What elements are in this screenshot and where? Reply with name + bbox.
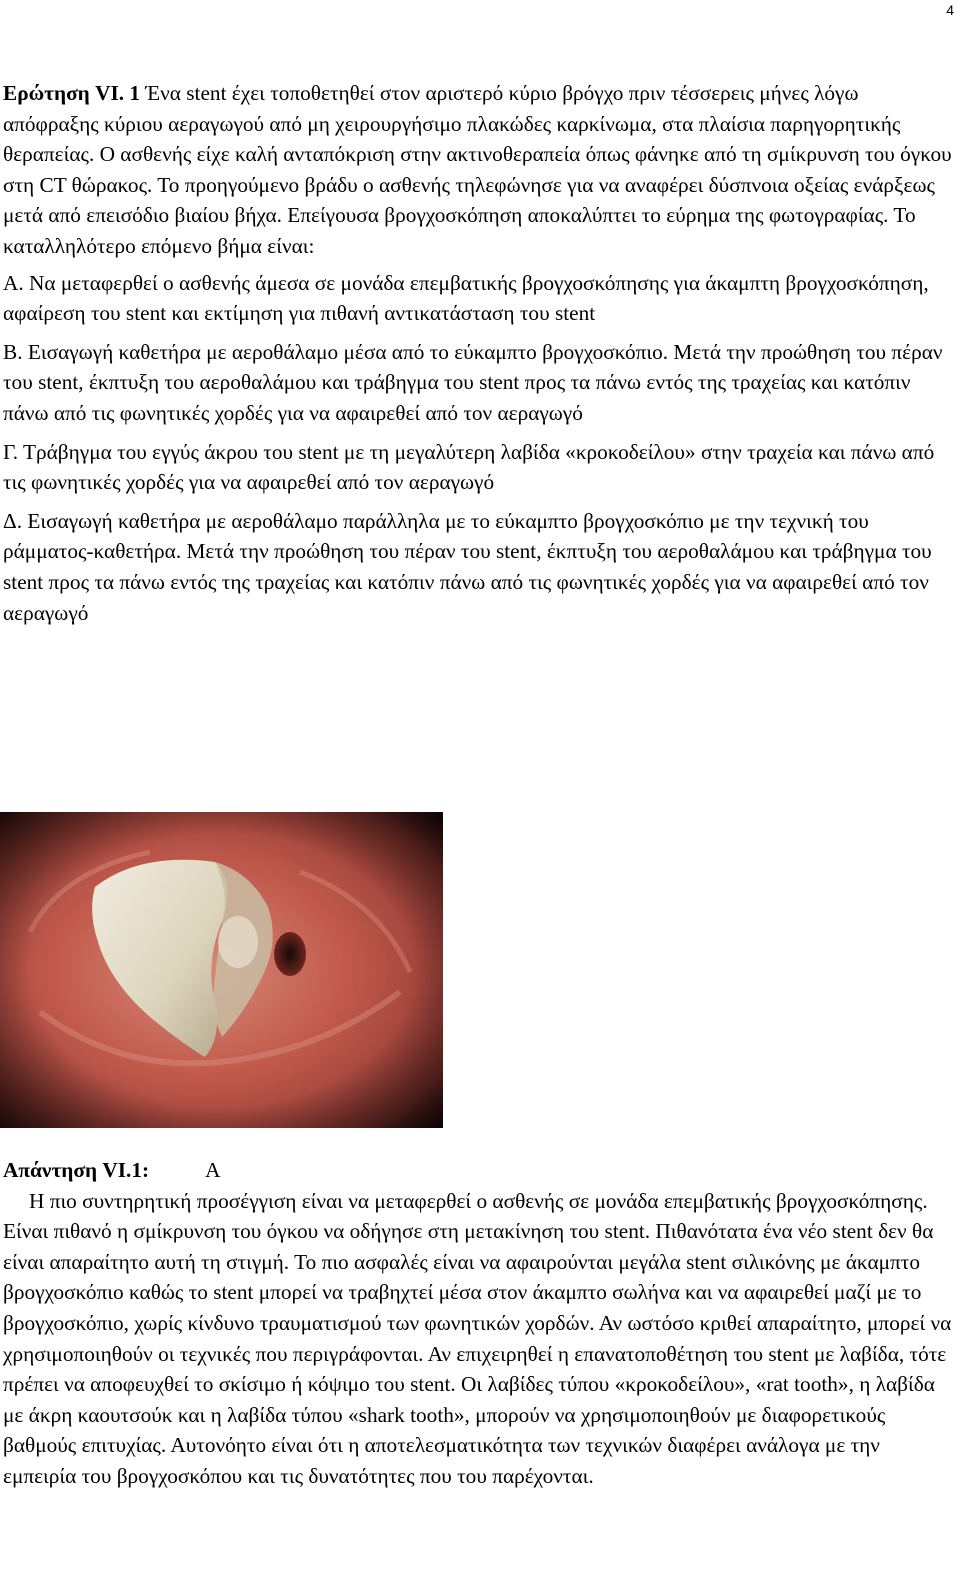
- option-b: Β. Εισαγωγή καθετήρα με αεροθάλαμο μέσα από το εύκαμπτο βρογχοσκόπιο. Μετά την προώθηση του πέραν του stent, έκπτυξη του αεροθαλάμου και τράβηγμα του stent προς τα πάνω εντός της τραχείας και κατόπιν πάνω από τις φωνητικές χορδές για να αφαιρεθεί από τον αεραγωγό: [3, 339, 943, 425]
- question-text: Ένα stent έχει τοποθετηθεί στον αριστερό κύριο βρόγχο πριν τέσσερεις μήνες λόγω απόφραξης κύριου αεραγωγού από μη χειρουργήσιμο πλακώδες καρκίνωμα, στα πλαίσια παρηγορητικής θεραπείας. Ο ασθενής είχε καλή ανταπόκριση στην ακτινοθεραπεία όπως φάνηκε από τη σμίκρυνση του όγκου στη CT θώρακος. Το προηγούμενο βράδυ ο ασθενής τηλεφώνησε για να αναφέρει δύσπνοια οξείας ενάρξεως μετά από επεισόδιο βιαίου βήχα. Επείγουσα βρογχοσκόπηση αποκαλύπτει το εύρημα της φωτογραφίας. Το καταλληλότερο επόμενο βήμα είναι:: [3, 81, 952, 258]
- question-label: Ερώτηση VI. 1: [3, 81, 141, 105]
- answer-heading: [3, 1155, 955, 1186]
- answer-text: Η πιο συντηρητική προσέγγιση είναι να μεταφερθεί ο ασθενής σε μονάδα επεμβατικής βρογχοσκόπησης. Είναι πιθανό η σμίκρυνση του όγκου να οδήγησε στη μετακίνηση του stent. Πιθανότατα ένα νέο stent δεν θα είναι απαραίτητο αυτή τη στιγμή. Το πιο ασφαλές είναι να αφαιρούνται μεγάλα stent σιλικόνης με άκαμπτο βρογχοσκόπιο καθώς το stent μπορεί να τραβηχτεί μέσα στον άκαμπτο σωλήνα και να αφαιρεθεί μαζί με το βρογχοσκόπιο, χωρίς κίνδυνο τραυματισμού των φωνητικών χορδών. Αν ωστόσο κριθεί απαραίτητο, μπορεί να χρησιμοποιηθούν οι τεχνικές που περιγράφονται. Αν επιχειρηθεί η επανατοποθέτηση του stent με λαβίδα, τότε πρέπει να αποφευχθεί το σκίσιμο ή κόψιμο του stent. Οι λαβίδες τύπου «κροκοδείλου», «rat tooth», η λαβίδα με άκρη καουτσούκ και η λαβίδα τύπου «shark tooth», μπορούν να χρησιμοποιηθούν με διαφορετικούς βαθμούς επιτυχίας. Αυτονόητο είναι ότι η αποτελεσματικότητα των τεχνικών διαφέρει ανάλογα με την εμπειρία του βρογχοσκόπου και τις δυνατότητες που του παρέχονται.: [3, 1188, 952, 1488]
- answer-letter: Α: [205, 1158, 221, 1182]
- option-d: Δ. Εισαγωγή καθετήρα με αεροθάλαμο παράλληλα με το εύκαμπτο βρογχοσκόπιο με την τεχνική του ράμματος-καθετήρα. Μετά την προώθηση του πέραν του stent, έκπτυξη του αεροθαλάμου και τράβηγμα του stent προς τα πάνω εντός της τραχείας και κατόπιν πάνω από τις φωνητικές χορδές για να αφαιρεθεί από τον αεραγωγό: [3, 508, 932, 625]
- question-section: [3, 78, 955, 636]
- option-a: Α. Να μεταφερθεί ο ασθενής άμεσα σε μονάδα επεμβατικής βρογχοσκόπησης για άκαμπτη βρογχοσκόπηση, αφαίρεση του stent και εκτίμηση για πιθανή αντικατάσταση του stent: [3, 270, 929, 326]
- answer-section: [3, 1155, 955, 1492]
- question-paragraph: [3, 78, 955, 262]
- bronchoscopy-photo: [0, 812, 443, 1128]
- bronchoscopy-photo-icon: [0, 812, 443, 1128]
- option-c: Γ. Τράβηγμα του εγγύς άκρου του stent με τη μεγαλύτερη λαβίδα «κροκοδείλου» στην τραχεία και πάνω από τις φωνητικές χορδές για να αφαιρεθεί από τον αεραγωγό: [3, 439, 935, 495]
- page-number: 4: [946, 2, 954, 18]
- answer-label: Απάντηση VI.1:: [3, 1158, 150, 1182]
